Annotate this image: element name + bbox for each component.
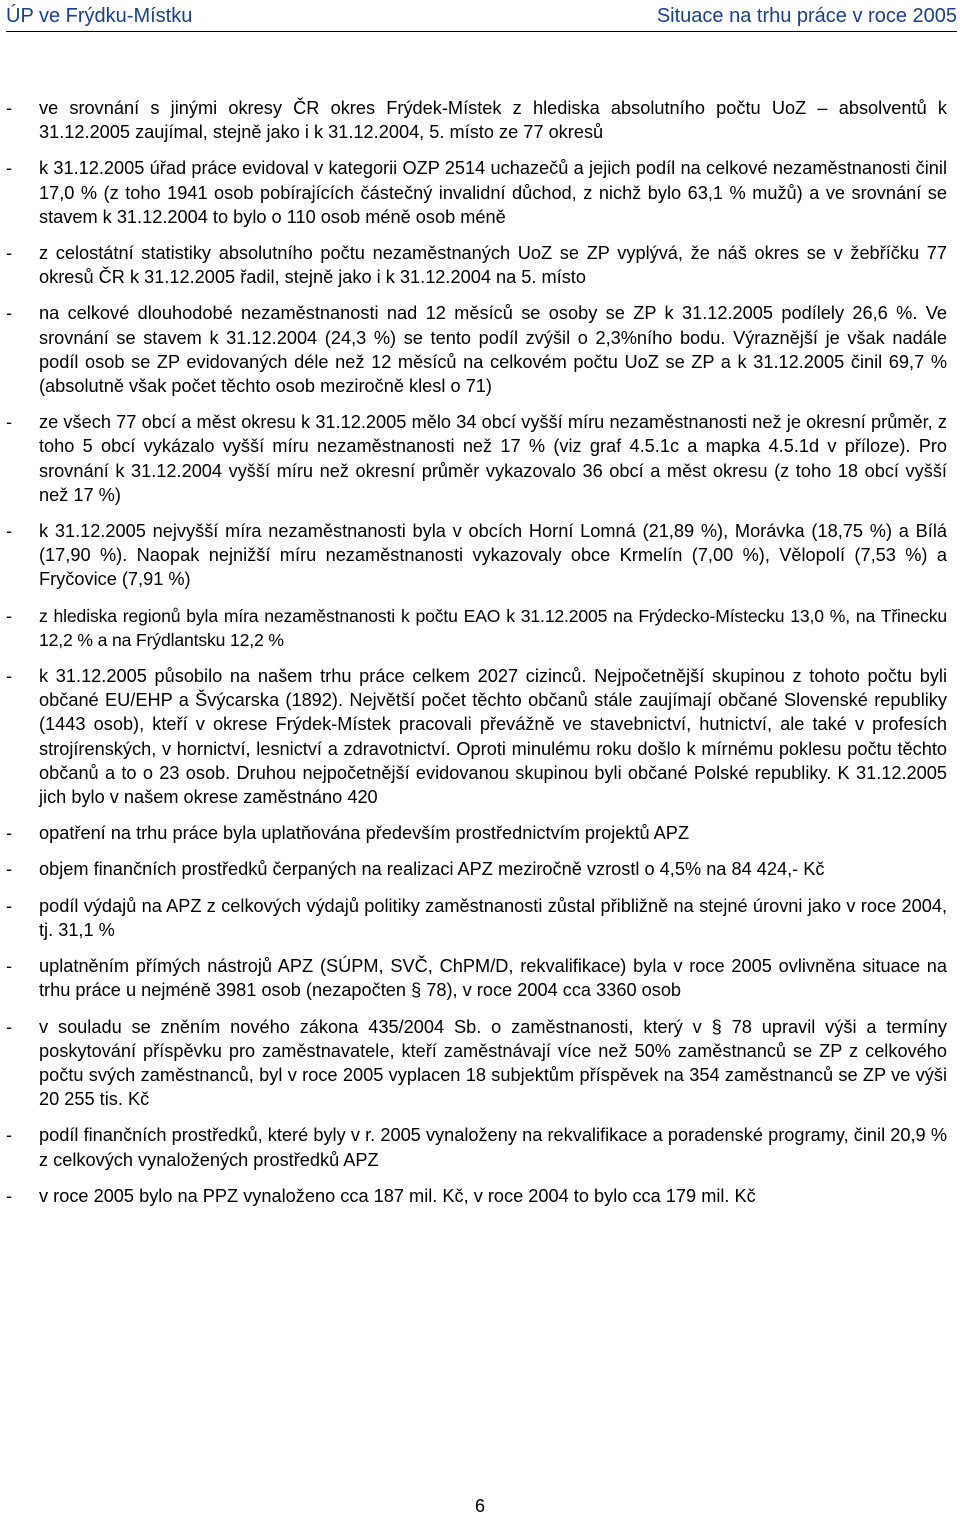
list-item [6,519,947,592]
bullet-dash: - [6,303,13,324]
list-item [6,604,947,652]
bullet-dash: - [6,956,13,977]
list-item [6,857,947,881]
list-item [6,821,947,845]
list-item-text: k 31.12.2005 působilo na našem trhu práce celkem 2027 cizinců. Nejpočetnější skupinou z tohoto počtu byli občané EU/EHP a Švýcarska (1892). Největší počet těchto občanů stále zaujímají občané Slovenské republiky (1443 osob), kteří v okrese Frýdek-Místek pracovali převážně ve stavebnictví, hutnictví, ale také v profesích strojírenských, v hornictví, lesnictví a zdravotnictví. Oproti minulému roku došlo k mírnému poklesu počtu těchto občanů a to o 23 osob. Druhou nejpočetnější evidovanou skupinou byli občané Polské republiky. K 31.12.2005 jich bylo v našem okrese zaměstnáno 420 [39,666,947,808]
bullet-dash: - [6,243,13,264]
list-item [6,96,947,144]
bullet-dash: - [6,1016,13,1037]
list-item-text: k 31.12.2005 nejvyšší míra nezaměstnanosti byla v obcích Horní Lomná (21,89 %), Morávka (18,75 %) a Bílá (17,90 %). Naopak nejnižší míru nezaměstnanosti vykazovaly obce Krmelín (7,00 %), Vělopolí (7,53 %) a Fryčovice (7,91 %) [39,521,947,590]
list-item [6,410,947,507]
list-item [6,156,947,229]
bullet-dash: - [6,605,13,626]
bullet-dash: - [6,1125,13,1146]
list-item-text: z celostátní statistiky absolutního počtu nezaměstnaných UoZ se ZP vyplývá, že náš okres se v žebříčku 77 okresů ČR k 31.12.2005 řadil, stejně jako i k 31.12.2004 na 5. místo [39,243,947,288]
page-header [6,3,957,32]
list-item [6,1123,947,1171]
bullet-dash: - [6,859,13,880]
bullet-dash: - [6,895,13,916]
list-item [6,1184,947,1208]
bullet-dash: - [6,158,13,179]
page-number: 6 [474,1496,485,1516]
list-item-text: objem finančních prostředků čerpaných na realizaci APZ meziročně vzrostl o 4,5% na 84 424,- Kč [39,859,825,880]
list-item-text: ve srovnání s jinými okresy ČR okres Frýdek-Místek z hlediska absolutního počtu UoZ – absolventů k 31.12.2005 zaujímal, stejně jako i k 31.12.2004, 5. místo ze 77 okresů [39,98,947,143]
list-item-text: ze všech 77 obcí a měst okresu k 31.12.2005 mělo 34 obcí vyšší míru nezaměstnanosti než je okresní průměr, z toho 5 obcí vykázalo vyšší míru nezaměstnanosti než 17 % (viz graf 4.5.1c a mapka 4.5.1d v příloze). Pro srovnání k 31.12.2004 vyšší míru než okresní průměr vykazovalo 36 obcí a měst okresu (z toho 18 obcí vyšší než 17 %) [39,412,947,505]
bullet-dash: - [6,823,13,844]
list-item-text: v roce 2005 bylo na PPZ vynaloženo cca 187 mil. Kč, v roce 2004 to bylo cca 179 mil. Kč [39,1185,756,1206]
bullet-dash: - [6,98,13,118]
list-item [6,1015,947,1112]
header-document-title: Situace na trhu práce v roce 2005 [656,5,957,27]
list-item [6,664,947,809]
bullet-list [6,96,947,1220]
list-item-text: podíl výdajů na APZ z celkových výdajů politiky zaměstnanosti zůstal přibližně na stejné úrovni jako v roce 2004, tj. 31,1 % [39,895,947,940]
list-item-text: na celkové dlouhodobé nezaměstnanosti nad 12 měsíců se osoby se ZP k 31.12.2005 podílely 26,6 %. Ve srovnání se stavem k 31.12.2004 (24,3 %) se tento podíl zvýšil o 2,3%ního bodu. Výraznější je však nadále podíl osob se ZP evidovaných déle než 12 měsíců na celkovém počtu UoZ se ZP a k 31.12.2005 činil 69,7 % (absolutně však počet těchto osob meziročně klesl o 71) [39,303,947,397]
list-item [6,301,947,398]
list-item-text: uplatněním přímých nástrojů APZ (SÚPM, SVČ, ChPM/D, rekvalifikace) byla v roce 2005 ovlivněna situace na trhu práce u nejméně 3981 osob (nezapočten § 78), v roce 2004 cca 3360 osob [39,956,947,1001]
bullet-dash: - [6,412,13,433]
bullet-dash: - [6,666,13,687]
list-item [6,241,947,289]
header-office-name: ÚP ve Frýdku-Místku [6,5,193,27]
bullet-dash: - [6,521,13,542]
list-item-text: z hlediska regionů byla míra nezaměstnanosti k počtu EAO k 31.12.2005 na Frýdecko-Místecku 13,0 %, na Třinecku 12,2 % a na Frýdlantsku 12,2 % [39,605,947,650]
list-item [6,894,947,942]
list-item-text: opatření na trhu práce byla uplatňována především prostřednictvím projektů APZ [39,823,690,844]
list-item-text: v souladu se zněním nového zákona 435/2004 Sb. o zaměstnanosti, který v § 78 upravil výši a termíny poskytování příspěvku pro zaměstnavatele, kteří zaměstnávají více než 50% zaměstnanců se ZP z celkového počtu svých zaměstnanců, byl v roce 2005 vyplacen 18 subjektům příspěvek na 354 zaměstnanců se ZP ve výši 20 255 tis. Kč [39,1016,947,1110]
list-item [6,954,947,1002]
list-item-text: k 31.12.2005 úřad práce evidoval v kategorii OZP 2514 uchazečů a jejich podíl na celkové nezaměstnanosti činil 17,0 % (z toho 1941 osob pobírajících částečný invalidní důchod, z nichž bylo 63,1 % mužů) a ve srovnání se stavem k 31.12.2004 to bylo o 110 osob méně osob méně [39,158,947,227]
list-item-text: podíl finančních prostředků, které byly v r. 2005 vynaloženy na rekvalifikace a poradenské programy, činil 20,9 % z celkových vynaložených prostředků APZ [39,1125,947,1170]
bullet-dash: - [6,1185,13,1206]
